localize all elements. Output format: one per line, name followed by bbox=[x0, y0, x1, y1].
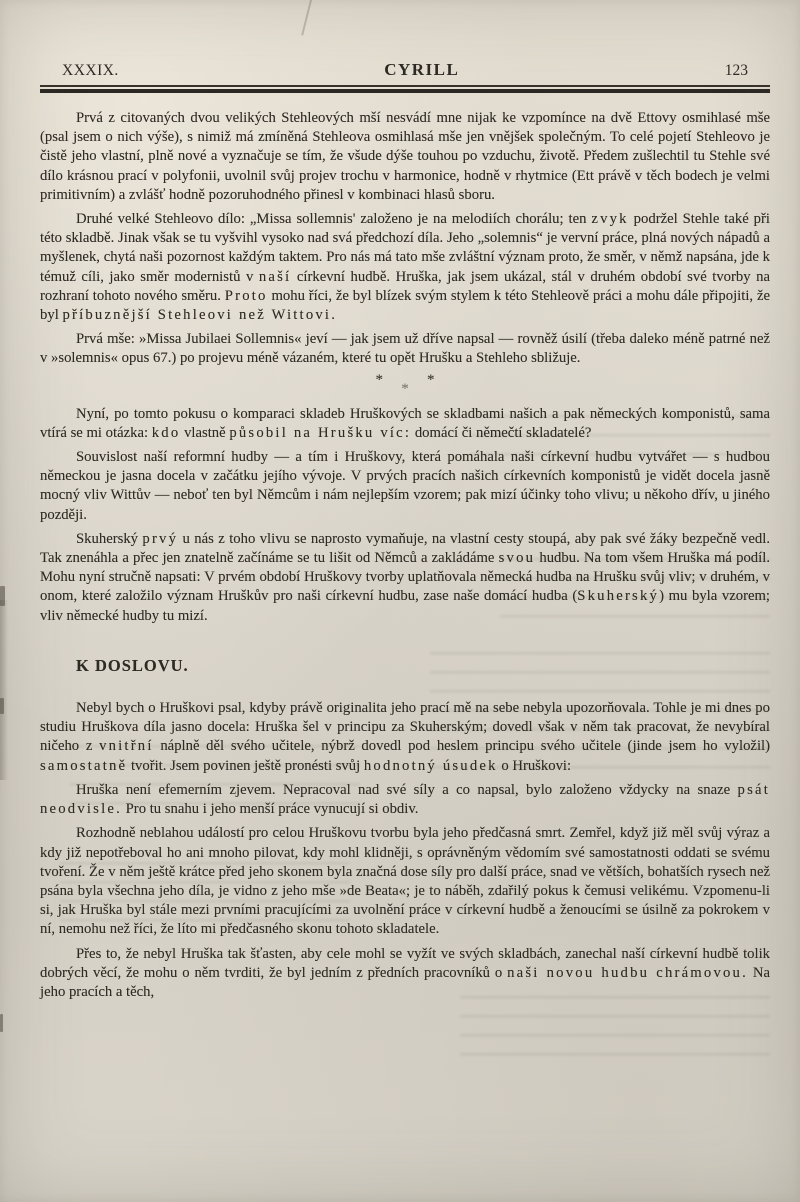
asterisk-glyph: * bbox=[427, 371, 435, 388]
journal-title: CYRILL bbox=[384, 60, 460, 79]
text-run: náplně děl svého učitele, nýbrž dovedl pod heslem principu svého učitele (jinde jsem ho vyložil) bbox=[153, 738, 770, 755]
emphasized-spaced-text: vnitřní bbox=[99, 738, 154, 755]
text-run: Pro tu snahu i jeho menší práce vynucují si obdiv. bbox=[121, 801, 419, 818]
paragraph bbox=[40, 781, 770, 819]
text-run: tvořit. Jsem povinen ještě pronésti svůj bbox=[127, 757, 364, 774]
text-run: o Hruškovi: bbox=[497, 757, 572, 774]
paragraph bbox=[40, 210, 770, 325]
text-run: domácí či němečtí skladatelé? bbox=[411, 424, 592, 441]
article-body bbox=[40, 109, 770, 1002]
emphasized-spaced-text: naši novou hudbu chrámovou. bbox=[507, 964, 748, 981]
scan-crease-artifact bbox=[301, 0, 313, 36]
volume-number: XXXIX. bbox=[62, 62, 119, 79]
text-run: Skuherský bbox=[76, 530, 143, 547]
scan-edge-mark bbox=[0, 698, 4, 714]
text-run: Nebyl bych o Hruškovi psal, kdyby právě originalita jeho prací mě na sebe nebyla upozorňovala. Tohle je mi dnes po studiu Hruškova díla jasno docela: Hruška šel v principu za Skuherským; dovedl však v něm tak pracovat, že nevybíral ničeho z bbox=[40, 700, 770, 755]
text-run: Prvá mše: »Missa Jubilaei Sollemnis« jeví — jak jsem už dříve napsal — rovněž úsilí (třeba daleko méně patrné než v »solemnis« opus 67.) po projevu méně vázaném, které tu opět Hrušku a Stehleho sbližuje. bbox=[40, 331, 770, 367]
scan-edge-mark bbox=[0, 1014, 3, 1032]
text-run: Přes to, že nebyl Hruška tak šťasten, aby cele mohl se vyžít ve svých skladbách, zanechal naší církevní hudbě tolik dobrých věcí, že mohu o něm tvrditi, že byl jedním z předních pracovníků o bbox=[40, 945, 770, 981]
text-run: Na jeho pracích a těch, bbox=[40, 964, 770, 1000]
emphasized-spaced-text: Skuherský bbox=[577, 588, 660, 605]
paragraph bbox=[40, 109, 770, 205]
text-run: Hruška není efemerním zjevem. Nepracoval nad své síly a co napsal, bylo založeno vždycky na snaze bbox=[76, 781, 738, 798]
paragraph bbox=[40, 945, 770, 1003]
section-heading: K DOSLOVU. bbox=[76, 655, 189, 675]
paragraph bbox=[40, 530, 770, 626]
text-run: mohu říci, že byl blízek svým stylem k této Stehleově práci a mohu dále připojiti, že byl bbox=[40, 287, 771, 324]
emphasized-spaced-text: svou bbox=[498, 550, 536, 567]
emphasized-spaced-text: působil na Hrušku víc: bbox=[229, 424, 412, 441]
page-number: 123 bbox=[724, 62, 748, 79]
emphasized-spaced-text: Proto bbox=[224, 287, 268, 304]
emphasized-spaced-text: kdo bbox=[151, 424, 181, 441]
text-run: Prvá z citovaných dvou velikých Stehleových mší nesvádí mne nijak ke vzpomínce na dvě Ettovy osmihlasé mše (psal jsem o nich výše), s nimiž má zmíněná Stehleova osmihlasá mše jen vnějšek společným. To celé pojetí Stehleovo je čistě jeho vlastní, plně nové a vyznačuje se tím, že všude dýše touhou po vzduchu, životě. Předem zušlechtil tu Stehle své dílo krásnou prací v polyfonii, uvolnil svůj projev trochu v harmonice, hodně v rhytmice (Ett právě v těch bodech je velmi primitivním) a zvlášť hodně pozoruhodného přinesl v kombinaci hlasů sboru. bbox=[40, 110, 770, 203]
scan-edge-mark bbox=[0, 586, 5, 606]
text-run: Souvislost naší reformní hudby — a tím i Hruškovy, která pomáhala naši církevní hudbu vytvářet — s hudbou německou je jasna docela v začátku jejího vývoje. V prvých pracích našich církevních komponistů je vidět docela jasně mocný vliv Wittův — neboť ten byl Němcům i nám nejlepším vzorem; pak mizí účinky toho vlivu; u někoho dřív, u jiného později. bbox=[40, 449, 770, 523]
page-content bbox=[40, 60, 770, 1007]
text-run: ) mu byla vzorem; vliv německé hudby tu mizí. bbox=[40, 588, 771, 624]
paragraph bbox=[40, 448, 770, 525]
asterism-separator bbox=[40, 371, 770, 397]
asterisk-glyph: * bbox=[375, 371, 383, 388]
header-rule-thin bbox=[40, 85, 770, 87]
scan-edge-streak bbox=[0, 600, 8, 780]
middle-paragraphs bbox=[40, 405, 770, 626]
text-run: Rozhodně neblahou událostí pro celou Hruškovu tvorbu byla jeho předčasná smrt. Zemřel, když již měl svůj výraz a kdy již nepotřeboval ho ani mnoho pilovat, kdy mohl klidněji, s oprávněným vědomím své samostatnosti oddati se svému tvoření. Že v něm ještě krátce před jeho skonem byla značná dose síly pro další práce, snad ve větších, bohatších rysech než psána byla všechna jeho díla, je vidno z jeho mše »de Beata«; je to náběh, zdařilý pokus k čemusi velikému. Vzpomenu-li si, jak Hruška byl stále mezi prvními pracujícími za uvolnění práce v církevní hudbě a ženoucími se úsilně za pokrokem v ní, nemohu než říci, že líto mi předčasného skonu tohoto skladatele. bbox=[40, 825, 770, 938]
paragraph bbox=[40, 699, 770, 776]
asterisk-glyph: * bbox=[401, 380, 409, 397]
page-header bbox=[40, 60, 770, 85]
text-run: církevní hudbě. Hruška, jak jsem ukázal, stál v druhém období své tvorby na rozhraní tohoto nového směru. bbox=[40, 268, 771, 304]
text-run: u nás z toho vlivu se naprosto vymaňuje, na vlastní cesty stoupá, aby pak své žáky bezpečně vedl. Tak znenáhla a přec jen znatelně začínáme se tu lišit od Němců a zakládáme bbox=[40, 530, 770, 567]
intro-paragraphs bbox=[40, 109, 770, 369]
emphasized-spaced-text: příbuznější Stehleovi než Wittovi. bbox=[62, 307, 338, 324]
paragraph bbox=[40, 824, 770, 939]
text-run: vlastně bbox=[180, 424, 230, 441]
text-run: podržel Stehle také při této skladbě. Jinak však se tu vyšvihl vysoko nad svá předchozí díla. Jeho „solemnis“ je vervní práce, plná nových nápadů a myšlenek, chytá naši pozornost každým taktem. Pro nás má tato mše zvláštní význam proto, že směr, v němž napsána, jde k témuž cíli, jako směr modernistů v bbox=[40, 211, 770, 285]
emphasized-spaced-text: samostatně bbox=[40, 757, 128, 774]
emphasized-spaced-text: zvyk bbox=[591, 211, 629, 228]
text-run: hudbu. Na tom všem Hruška má podíl. Mohu nyní stručně napsati: V prvém období Hruškovy tvorby uplatňovala německá hudba na Hrušku svůj vliv; v druhém, v onom, které založilo význam Hruškův pro naši církevní hudbu, zase naše domácí hudba ( bbox=[40, 550, 770, 605]
text-run: Nyní, po tomto pokusu o komparaci skladeb Hruškových se skladbami našich a pak německých komponistů, sama vtírá se mi otázka: bbox=[40, 405, 770, 441]
emphasized-spaced-text: prvý bbox=[142, 530, 179, 547]
paragraph bbox=[40, 330, 770, 368]
emphasized-spaced-text: hodnotný úsudek bbox=[363, 757, 498, 774]
text-run: Druhé velké Stehleovo dílo: „Missa sollemnis' založeno je na melodiích chorálu; ten bbox=[76, 211, 592, 228]
emphasized-spaced-text: psát neodvisle. bbox=[40, 781, 770, 818]
emphasized-spaced-text: naší bbox=[258, 268, 292, 285]
paragraph bbox=[40, 405, 770, 443]
header-rule-thick bbox=[40, 89, 770, 93]
section-paragraphs bbox=[40, 699, 770, 1002]
